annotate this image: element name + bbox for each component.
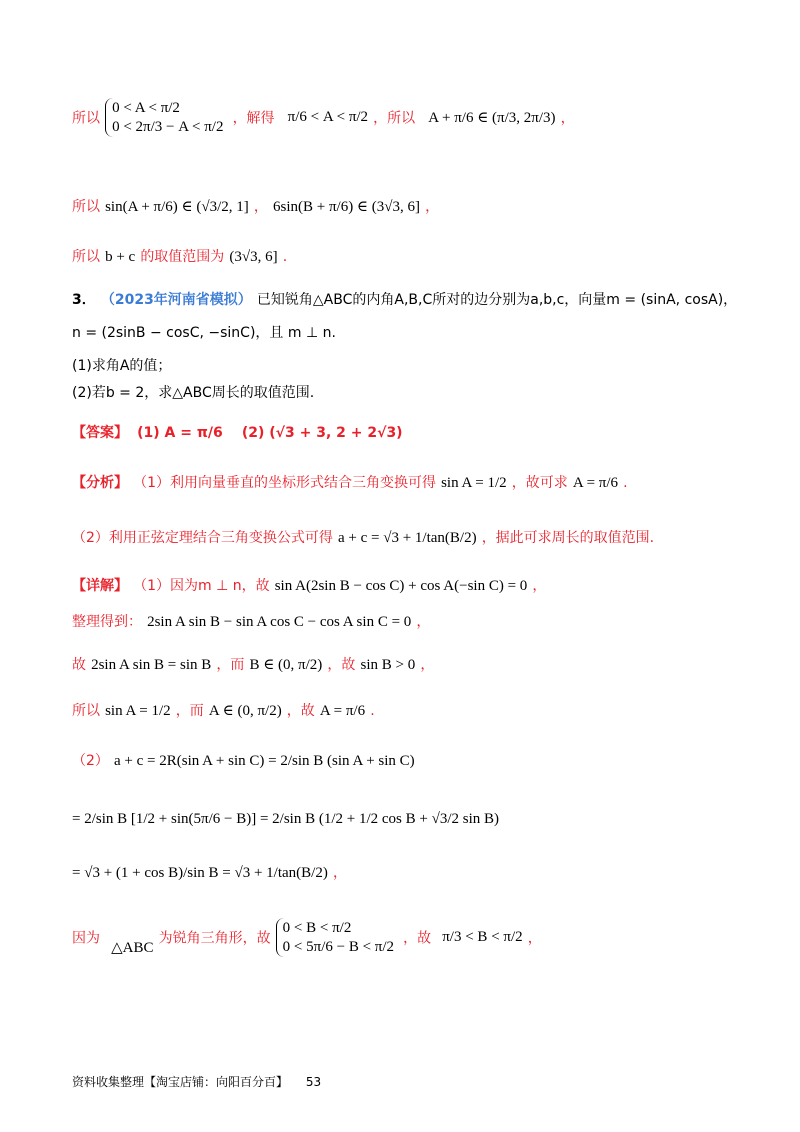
line-1-range: π/6 < A < π/2 bbox=[287, 109, 369, 125]
line-1 bbox=[72, 98, 575, 137]
answer-2: (2) (√3 + 3, 2 + 2√3) bbox=[241, 425, 403, 441]
detail-d8-end: ， bbox=[527, 930, 542, 947]
line-3-text: 的取值范围为 bbox=[140, 249, 225, 265]
line-3 bbox=[72, 246, 287, 266]
page-number: 53 bbox=[305, 1075, 322, 1089]
question-1 bbox=[72, 355, 171, 375]
detail-line-8 bbox=[72, 918, 542, 957]
line-1-mid2: ，所以 bbox=[373, 110, 416, 127]
detail-d3-expr-3: sin B > 0 bbox=[360, 657, 416, 673]
detail-d4-mid: ，而 bbox=[175, 703, 204, 719]
detail-d2-expr: 2sin A sin B − sin A cos C − cos A sin C = 0 bbox=[147, 614, 412, 630]
analysis-p1-expr-2: A = π/6 bbox=[572, 475, 619, 491]
detail-d7-end: ， bbox=[332, 865, 347, 881]
detail-line-2 bbox=[72, 611, 430, 631]
detail-d4-end: . bbox=[370, 703, 375, 719]
system-2-row-2: 0 < 5π/6 − B < π/2 bbox=[282, 938, 395, 955]
footer-text: 资料收集整理【淘宝店铺：向阳百分百】 bbox=[72, 1075, 289, 1089]
line-3-range: (3√3, 6] bbox=[229, 249, 278, 265]
analysis-p1-end: . bbox=[623, 475, 628, 491]
detail-tag: 【详解】 bbox=[72, 578, 128, 594]
detail-line-6 bbox=[72, 808, 499, 828]
detail-d8-text: 因为 bbox=[72, 930, 100, 947]
system-of-inequalities-2 bbox=[276, 918, 394, 957]
system-1-row-2: 0 < 2π/3 − A < π/2 bbox=[112, 118, 224, 135]
problem-stem-line-1 bbox=[72, 289, 737, 309]
detail-d3-expr: 2sin A sin B = sin B bbox=[91, 657, 212, 673]
analysis-p2-expr: a + c = √3 + 1/tan(B/2) bbox=[338, 530, 477, 546]
question-1-text: (1)求角A的值； bbox=[72, 358, 172, 374]
detail-d2-end: ， bbox=[416, 614, 431, 630]
detail-d6-expr: = 2/sin B [1/2 + sin(5π/6 − B)] = 2/sin B (1/2 + 1/2 cos B + √3/2 sin B) bbox=[72, 811, 499, 827]
line-1-mid: ，解得 bbox=[232, 110, 275, 127]
system-1-row-1: 0 < A < π/2 bbox=[112, 100, 180, 116]
problem-source: （2023年河南省模拟） bbox=[100, 292, 252, 308]
detail-d4-expr-2: A ∈ (0, π/2) bbox=[208, 703, 282, 719]
problem-stem-a: 已知锐角△ABC的内角A,B,C所对的边分别为a,b,c，向量m = (sinA, cosA)， bbox=[256, 292, 738, 308]
analysis-p2-text: （2）利用正弦定理结合三角变换公式可得 bbox=[72, 530, 333, 546]
answer-tag: 【答案】 bbox=[72, 425, 128, 441]
detail-line-7 bbox=[72, 862, 347, 882]
line-3-end: . bbox=[282, 249, 288, 265]
line-2 bbox=[72, 196, 439, 216]
detail-line-1 bbox=[72, 575, 546, 595]
detail-d8-mid: 为锐角三角形，故 bbox=[158, 930, 271, 947]
question-2-text: (2)若b = 2，求△ABC周长的取值范围. bbox=[72, 385, 315, 401]
detail-line-3 bbox=[72, 654, 434, 674]
problem-number: 3． bbox=[72, 292, 96, 308]
page-footer bbox=[72, 1073, 321, 1090]
answer-line bbox=[72, 422, 403, 442]
system-2-row-1: 0 < B < π/2 bbox=[282, 920, 352, 936]
problem-stem-line-2 bbox=[72, 322, 336, 342]
line-1-result: A + π/6 ∈ (π/3, 2π/3) bbox=[428, 110, 556, 126]
line-2-expr-1: sin(A + π/6) ∈ (√3/2, 1] bbox=[105, 199, 249, 215]
detail-line-4 bbox=[72, 700, 375, 720]
detail-d5-expr: a + c = 2R(sin A + sin C) = 2/sin B (sin A + sin C) bbox=[114, 753, 415, 769]
detail-d3-expr-2: B ∈ (0, π/2) bbox=[249, 657, 323, 673]
detail-d1-expr: sin A(2sin B − cos C) + cos A(−sin C) = 0 bbox=[274, 578, 528, 594]
detail-d8-triangle: △ABC bbox=[111, 940, 154, 956]
line-1-prefix: 所以 bbox=[72, 110, 100, 127]
analysis-p1-mid: ，故可求 bbox=[511, 475, 568, 491]
detail-d1-text: （1）因为m ⊥ n，故 bbox=[133, 578, 270, 594]
detail-d8-mid-2: ，故 bbox=[403, 930, 432, 947]
line-2-sep: ， bbox=[253, 199, 268, 215]
detail-d2-text: 整理得到： bbox=[72, 614, 142, 630]
answer-1: (1) A = π/6 bbox=[137, 425, 223, 441]
analysis-p2-end: ，据此可求周长的取值范围. bbox=[481, 530, 655, 546]
detail-d8-range: π/3 < B < π/2 bbox=[442, 929, 523, 945]
line-3-prefix: 所以 bbox=[72, 249, 100, 265]
line-2-end: ， bbox=[425, 199, 440, 215]
detail-d4-expr: sin A = 1/2 bbox=[105, 703, 171, 719]
detail-d7-expr: = √3 + (1 + cos B)/sin B = √3 + 1/tan(B/2) bbox=[72, 865, 328, 881]
detail-d4-expr-3: A = π/6 bbox=[319, 703, 366, 719]
detail-d1-end: ， bbox=[532, 578, 547, 594]
line-1-end: ， bbox=[560, 110, 575, 127]
analysis-p1-text: （1）利用向量垂直的坐标形式结合三角变换可得 bbox=[133, 475, 436, 491]
line-3-var: b + c bbox=[105, 249, 136, 265]
detail-d4-mid-2: ，故 bbox=[286, 703, 315, 719]
analysis-tag: 【分析】 bbox=[72, 475, 128, 491]
line-2-prefix: 所以 bbox=[72, 199, 100, 215]
detail-d3-mid-2: ，故 bbox=[327, 657, 356, 673]
system-of-inequalities-1 bbox=[105, 98, 223, 137]
detail-d3-mid: ，而 bbox=[216, 657, 245, 673]
detail-d3-text: 故 bbox=[72, 657, 86, 673]
detail-line-5 bbox=[72, 750, 415, 770]
analysis-p1-expr-1: sin A = 1/2 bbox=[441, 475, 507, 491]
line-2-expr-2: 6sin(B + π/6) ∈ (3√3, 6] bbox=[272, 199, 421, 215]
analysis-line-1 bbox=[72, 472, 628, 492]
question-2 bbox=[72, 382, 314, 402]
problem-stem-b: n = (2sinB − cosC, −sinC)，且 m ⊥ n. bbox=[72, 325, 336, 341]
detail-d4-text: 所以 bbox=[72, 703, 100, 719]
detail-d3-end: ， bbox=[420, 657, 435, 673]
analysis-line-2 bbox=[72, 527, 654, 547]
detail-d5-text: （2） bbox=[72, 753, 109, 769]
